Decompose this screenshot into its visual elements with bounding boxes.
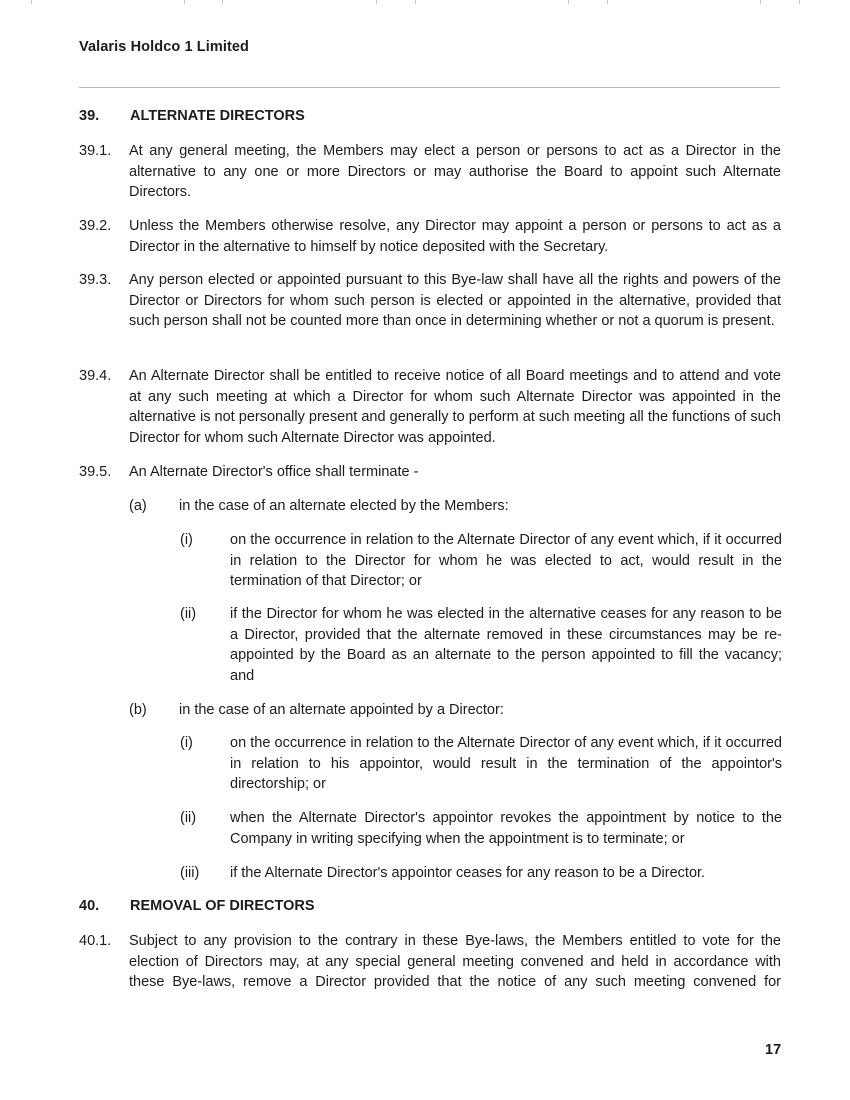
section-title: ALTERNATE DIRECTORS — [130, 108, 305, 124]
section-title: REMOVAL OF DIRECTORS — [130, 898, 315, 914]
document-header-title: Valaris Holdco 1 Limited — [79, 39, 250, 55]
clause-number: 39.3. — [79, 272, 112, 288]
item-text: if the Alternate Director's appointor ceases for any reason to be a Director. — [230, 865, 706, 881]
clause-number: 39.1. — [79, 143, 112, 159]
clause-number: 40.1. — [79, 933, 112, 949]
page-number: 17 — [765, 1042, 782, 1058]
item-label: (iii) — [180, 865, 200, 881]
clause-39-2 — [79, 216, 781, 258]
item-label: (i) — [180, 532, 193, 548]
subclause-text: in the case of an alternate appointed by a Director: — [179, 702, 504, 718]
subclause-text: in the case of an alternate elected by the Members: — [179, 498, 509, 514]
clause-text: An Alternate Director shall be entitled to receive notice of all Board meetings and to attend and vote at any such meeting at which a Director for whom such Alternate Director was appointed in the alternative is not personally present and generally to perform at such meeting all the functions of such Director for whom such Alternate Director was appointed. — [129, 368, 781, 446]
section-number: 40. — [79, 898, 100, 914]
clause-number: 39.2. — [79, 218, 112, 234]
item-b-i — [180, 733, 781, 795]
item-text: if the Director for whom he was elected in the alternative ceases for any reason to be a Director, provided that the alternate removed in these circumstances may be re-appointed by the Board as an alternate to the person appointed to fill the vacancy; and — [230, 606, 782, 684]
item-b-ii — [180, 808, 781, 850]
clause-39-5 — [79, 462, 781, 484]
clause-text: Unless the Members otherwise resolve, any Director may appoint a person or persons to act as a Director in the alternative to himself by notice deposited with the Secretary. — [129, 218, 781, 255]
item-label: (ii) — [180, 810, 197, 826]
clause-39-1 — [79, 141, 781, 203]
clause-text: At any general meeting, the Members may elect a person or persons to act as a Director in the alternative to any one or more Directors or may authorise the Board to appoint such Alternate Directors. — [129, 143, 781, 200]
clause-text: Any person elected or appointed pursuant to this Bye-law shall have all the rights and powers of the Director or Directors for whom such person is elected or appointed in the alternative, provided that such person shall not be counted more than once in determining whether or not a quorum is present. — [129, 272, 781, 329]
subclause-a — [129, 496, 781, 518]
clause-39-3 — [79, 270, 781, 354]
item-a-ii — [180, 604, 781, 688]
subclause-label: (a) — [129, 498, 147, 514]
clause-text: Subject to any provision to the contrary in these Bye-laws, the Members entitled to vote for the election of Directors may, at any special general meeting convened and held in accordance with these Bye-laws, remove a Director provided that the notice of any such meeting convened for — [129, 933, 781, 990]
scan-artifacts — [0, 0, 850, 8]
section-number: 39. — [79, 108, 100, 124]
clause-number: 39.5. — [79, 464, 112, 480]
clause-text: An Alternate Director's office shall terminate - — [129, 464, 419, 480]
item-label: (i) — [180, 735, 193, 751]
item-a-i — [180, 530, 781, 592]
clause-39-4 — [79, 366, 781, 450]
header-divider — [79, 87, 780, 88]
item-b-iii — [180, 863, 781, 885]
clause-number: 39.4. — [79, 368, 112, 384]
item-text: when the Alternate Director's appointor revokes the appointment by notice to the Company in writing specifying when the appointment is to terminate; or — [230, 810, 782, 847]
subclause-label: (b) — [129, 702, 147, 718]
clause-40-1 — [79, 931, 781, 993]
item-text: on the occurrence in relation to the Alternate Director of any event which, if it occurred in relation to his appointor, would result in the termination of the appointor's directorship; or — [230, 735, 782, 792]
item-text: on the occurrence in relation to the Alternate Director of any event which, if it occurred in relation to the Director for whom he was elected to act, would result in the termination of that Director; or — [230, 532, 782, 589]
subclause-b — [129, 700, 781, 722]
item-label: (ii) — [180, 606, 197, 622]
